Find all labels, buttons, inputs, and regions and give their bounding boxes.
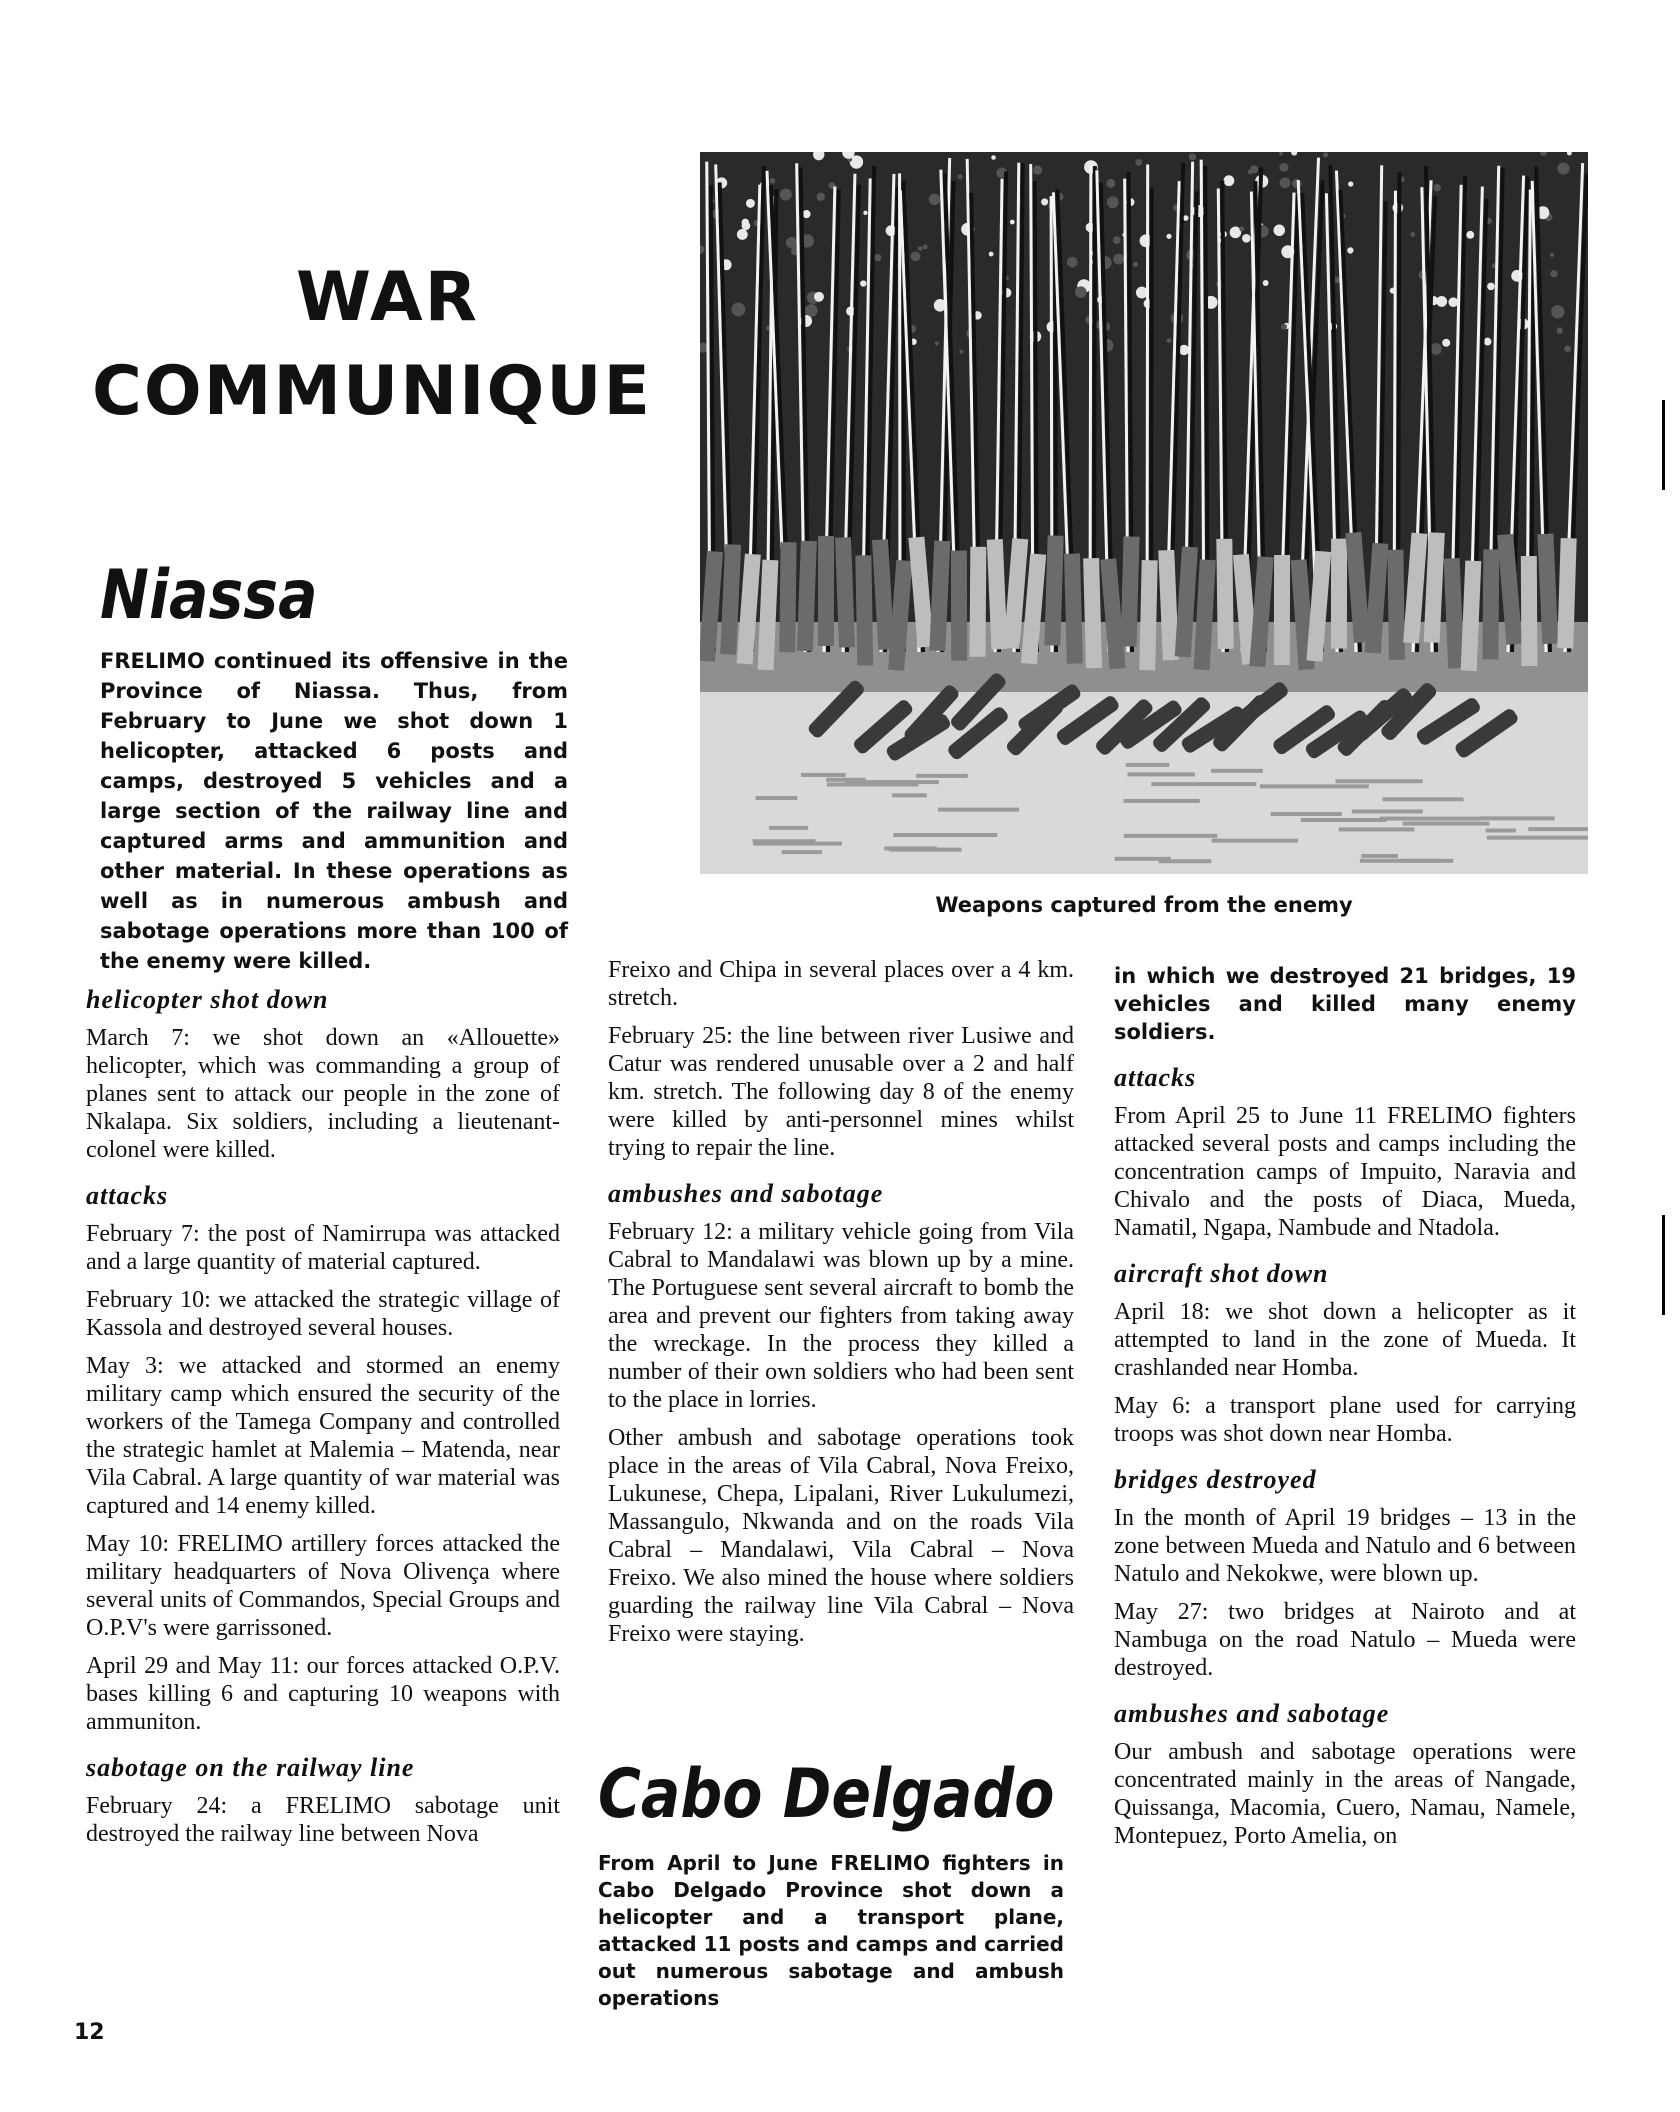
paragraph: In the month of April 19 bridges – 13 in the zone between Mueda and Natulo and 6 between Natulo and Nekokwe, were blown up. [1114,1505,1576,1587]
paragraph: From April 25 to June 11 FRELIMO fighters attacked several posts and camps including the concentration camps of Impuito, Naravia and Chivalo and the posts of Diaca, Mueda, Namatil, Ngapa, Nambude and Ntadola. [1114,1103,1576,1241]
paragraph: February 25: the line between river Lusiwe and Catur was rendered unusable over a 2 and half km. stretch. The following day 8 of the enemy were killed by anti-personnel mines whilst trying to repair the line. [608,1023,1074,1161]
subheading-ambushes-and-sabotage: ambushes and sabotage [608,1179,884,1208]
paragraph: May 6: a transport plane used for carrying troops was shot down near Homba. [1114,1393,1576,1447]
column-3 [1114,962,1576,1860]
subheading-sabotage-railway: sabotage on the railway line [86,1753,415,1782]
subheading-ambushes-and-sabotage: ambushes and sabotage [1114,1699,1390,1728]
subheading-bridges-destroyed: bridges destroyed [1114,1465,1317,1494]
scan-margin-mark [1662,1215,1665,1315]
paragraph: Freixo and Chipa in several places over a 4 km. stretch. [608,957,1074,1011]
column-1 [86,968,560,1858]
page-number: 12 [74,2020,105,2045]
page-title-line-1: WAR [296,258,479,337]
photo-caption: Weapons captured from the enemy [935,893,1353,917]
column-2 [608,956,1074,1658]
subheading-attacks: attacks [86,1181,169,1210]
cabo-delgado-lead-paragraph: From April to June FRELIMO fighters in Cabo Delgado Province shot down a helicopter and a transport plane, attacked 11 posts and camps and carried out numerous sabotage and ambush operations [598,1851,1064,2010]
cabo-delgado-heading: Cabo Delgado [598,1755,1055,1834]
paragraph: May 27: two bridges at Nairoto and at Nambuga on the road Natulo – Mueda were destroyed. [1114,1599,1576,1681]
paragraph: May 10: FRELIMO artillery forces attacked the military headquarters of Nova Olivença where several units of Commandos, Special Groups and O.P.V's were garrissoned. [86,1531,560,1641]
paragraph: February 7: the post of Namirrupa was attacked and a large quantity of material captured. [86,1221,560,1275]
paragraph: Our ambush and sabotage operations were concentrated mainly in the areas of Nangade, Quissanga, Macomia, Cuero, Namau, Namele, Montepuez, Porto Amelia, on [1114,1739,1576,1849]
niassa-heading: Niassa [100,556,318,635]
cabo-delgado-lead-continued: in which we destroyed 21 bridges, 19 vehicles and killed many enemy soldiers. [1114,964,1576,1044]
page-title-line-2: COMMUNIQUE [92,352,652,431]
paragraph: March 7: we shot down an «Allouette» helicopter, which was commanding a group of planes sent to attack our people in the zone of Nkalapa. Six soldiers, including a lieutenant-colonel were killed. [86,1025,560,1163]
paragraph: April 18: we shot down a helicopter as it attempted to land in the zone of Mueda. It crashlanded near Homba. [1114,1299,1576,1381]
subheading-helicopter-shot-down: helicopter shot down [86,985,329,1014]
niassa-lead-paragraph: FRELIMO continued its offensive in the Province of Niassa. Thus, from February to June we shot down 1 helicopter, attacked 6 posts and camps, destroyed 5 vehicles and a large section of the railway line and captured arms and ammunition and other material. In these operations as well as in numerous ambush and sabotage operations more than 100 of the enemy were killed. [100,649,568,973]
paragraph: Other ambush and sabotage operations took place in the areas of Vila Cabral, Nova Freixo, Lukunese, Chepa, Lipalani, River Lukulumezi, Massangulo, Nkwanda and on the roads Vila Cabral – Mandalawi, Vila Cabral – Nova Freixo. We also mined the house where soldiers guarding the railway line Vila Cabral – Nova Freixo were staying. [608,1425,1074,1647]
paragraph: April 29 and May 11: our forces attacked O.P.V. bases killing 6 and capturing 10 weapons with ammuniton. [86,1653,560,1735]
paragraph: February 10: we attacked the strategic village of Kassola and destroyed several houses. [86,1287,560,1341]
subheading-aircraft-shot-down: aircraft shot down [1114,1259,1329,1288]
captured-weapons-photo [700,152,1588,874]
scan-margin-mark [1662,400,1665,490]
paragraph: May 3: we attacked and stormed an enemy military camp which ensured the security of the workers of the Tamega Company and controlled the strategic hamlet at Malemia – Matenda, near Vila Cabral. A large quantity of war material was captured and 14 enemy killed. [86,1353,560,1519]
paragraph: February 24: a FRELIMO sabotage unit destroyed the railway line between Nova [86,1793,560,1847]
subheading-attacks: attacks [1114,1063,1197,1092]
paragraph: February 12: a military vehicle going from Vila Cabral to Mandalawi was blown up by a mine. The Portuguese sent several aircraft to bomb the area and prevent our fighters from taking away the wreckage. In the process they killed a number of their own soldiers who had been sent to the place in lorries. [608,1219,1074,1413]
